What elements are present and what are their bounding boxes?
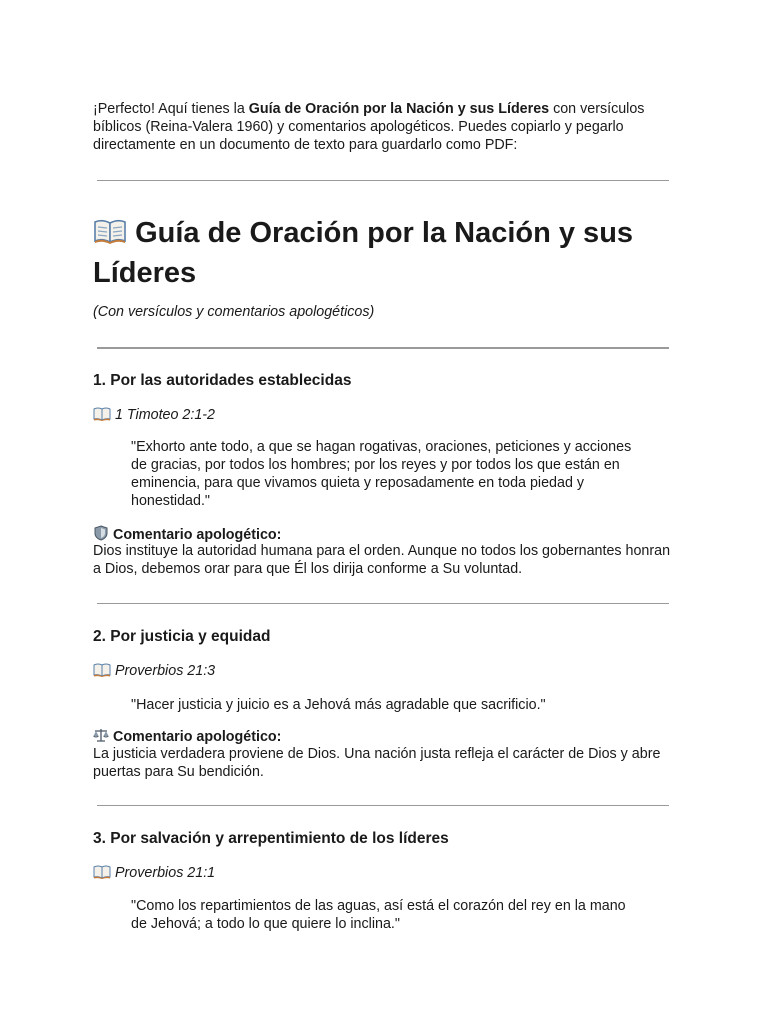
comment-title [93,727,281,747]
intro-paragraph [93,100,673,154]
verse-reference [93,663,215,681]
page-title [93,214,673,292]
comment-body: Dios instituye la autoridad humana para el orden. Aunque no todos los gobernantes honran a Dios, debemos orar para que Él los dirija conforme a Su voluntad. [93,543,671,577]
scales-icon [93,727,109,747]
comment-title-text: Comentario apologético: [113,729,282,745]
divider [97,180,669,181]
open-book-icon [93,407,111,425]
open-book-icon [93,663,111,681]
verse-reference-text: Proverbios 21:1 [115,865,216,881]
verse-reference [93,865,215,883]
open-book-icon [93,865,111,883]
comment-body: La justicia verdadera proviene de Dios. Una nación justa refleja el carácter de Dios y abre puertas para Su bendición. [93,746,661,780]
verse-reference [93,407,215,425]
subtitle: (Con versículos y comentarios apologéticos) [93,304,375,320]
divider [97,347,669,349]
open-book-icon [93,216,127,254]
verse-quote: "Hacer justicia y juicio es a Jehová más agradable que sacrificio." [131,697,546,713]
divider [97,603,669,604]
intro-text-start: ¡Perfecto! Aquí tienes la [93,101,249,117]
title-line-1: Guía de Oración por la Nación y sus [135,217,634,249]
section-heading: 1. Por las autoridades establecidas [93,372,352,389]
divider [97,805,669,806]
comment-title-text: Comentario apologético: [113,527,282,543]
verse-quote: "Como los repartimientos de las aguas, así está el corazón del rey en la mano de Jehová; a todo lo que quiere lo inclina." [131,898,626,932]
title-line-2: Líderes [93,257,197,289]
verse-reference-text: 1 Timoteo 2:1-2 [115,407,216,423]
section-heading: 2. Por justicia y equidad [93,628,271,645]
verse-quote: "Exhorto ante todo, a que se hagan rogativas, oraciones, peticiones y acciones de gracias, por todos los hombres; por los reyes y por todos los que están en eminencia, para que vivamos quieta y reposadamente en toda piedad y honestidad." [131,439,632,509]
section-heading: 3. Por salvación y arrepentimiento de los líderes [93,830,449,847]
intro-bold-title: Guía de Oración por la Nación y sus Líderes [248,101,550,117]
intro-text-end: con versículos bíblicos (Reina-Valera 1960) y comentarios apologéticos. Puedes copiarlo y pegarlo directamente en un documento de texto para guardarlo como PDF: [93,101,645,153]
verse-reference-text: Proverbios 21:3 [115,663,216,679]
